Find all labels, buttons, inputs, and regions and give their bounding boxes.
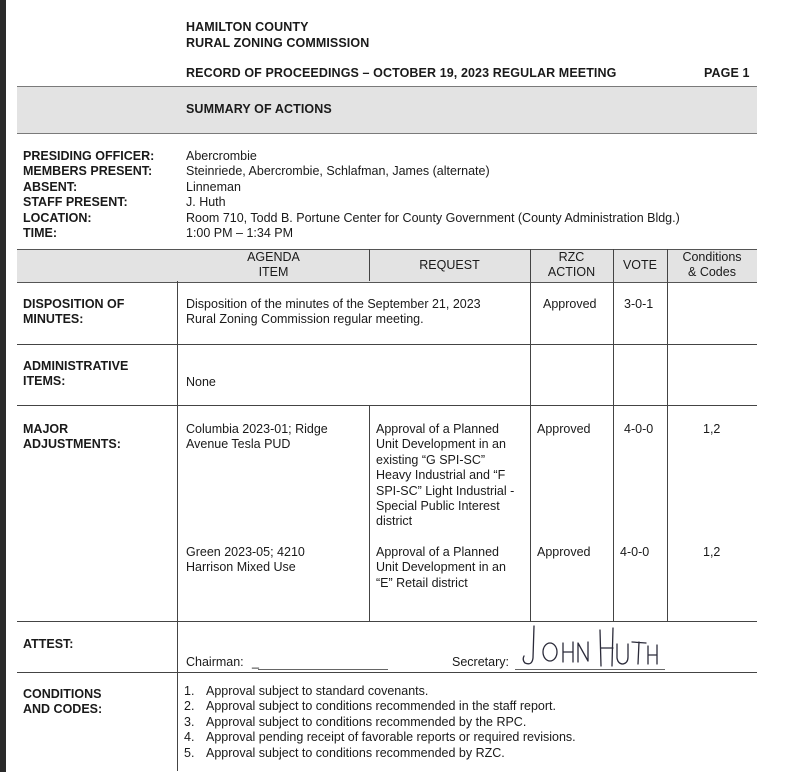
- major-row-1-request-line2: Unit Development in an: [376, 437, 506, 452]
- major-row-1-codes: 1,2: [703, 422, 721, 436]
- disposition-vote: 3-0-1: [624, 297, 654, 311]
- secretary-label: Secretary:: [452, 655, 509, 669]
- major-row-1-action: Approved: [537, 422, 591, 436]
- attest-label: ATTEST:: [23, 637, 74, 651]
- absent-value: Linneman: [186, 179, 241, 194]
- list-item: [184, 699, 576, 714]
- col-divider-label: [177, 281, 178, 771]
- page-number: PAGE 1: [704, 66, 750, 80]
- condition-number: 4.: [184, 730, 195, 745]
- secretary-signature: [520, 622, 670, 670]
- chairman-signature-line: [258, 669, 388, 670]
- col-rzc-header: [530, 250, 613, 280]
- col-divider-request-head: [369, 249, 370, 281]
- major-row-1-item: [186, 422, 328, 453]
- location-label: LOCATION:: [23, 210, 92, 225]
- col-request-header: REQUEST: [419, 258, 480, 272]
- presiding-officer-label: PRESIDING OFFICER:: [23, 149, 155, 163]
- col-divider-vote: [613, 249, 614, 621]
- list-item: [184, 684, 576, 699]
- col-divider-codes: [667, 249, 668, 621]
- major-row-1-request-line6: Special Public Interest: [376, 499, 500, 514]
- col-divider-rzc: [530, 249, 531, 621]
- major-row-2-codes: 1,2: [703, 545, 721, 559]
- major-row-2-request-line3: “E” Retail district: [376, 575, 468, 590]
- major-row-1-item-line2: Avenue Tesla PUD: [186, 437, 291, 452]
- conditions-label-line1: CONDITIONS: [23, 687, 102, 701]
- administrative-label-line1: ADMINISTRATIVE: [23, 359, 129, 373]
- time-value: 1:00 PM – 1:34 PM: [186, 226, 294, 241]
- col-agenda-header: [178, 250, 369, 280]
- col-conditions-header: [667, 250, 757, 280]
- condition-text: Approval subject to conditions recommended by the RPC.: [206, 714, 527, 729]
- condition-text: Approval pending receipt of favorable reports or required revisions.: [206, 730, 576, 745]
- col-conditions-line1: Conditions: [682, 250, 742, 264]
- administrative-label: [23, 359, 128, 390]
- location-value: Room 710, Todd B. Portune Center for County Government (County Administration Bldg.): [186, 210, 680, 225]
- major-label-line1: MAJOR: [23, 422, 69, 436]
- major-label-line2: ADJUSTMENTS:: [23, 437, 121, 452]
- absent-label: ABSENT:: [23, 179, 78, 194]
- col-rzc-line1: RZC: [558, 250, 585, 264]
- col-agenda-line1: AGENDA: [247, 250, 300, 264]
- staff-present-value: J. Huth: [186, 195, 226, 210]
- major-row-1-request-line1: Approval of a Planned: [376, 422, 500, 436]
- conditions-label-line2: AND CODES:: [23, 702, 103, 717]
- disposition-action: Approved: [543, 297, 597, 311]
- disposition-label-line1: DISPOSITION OF: [23, 297, 125, 311]
- time-label: TIME:: [23, 226, 58, 241]
- row-divider-2: [17, 405, 757, 406]
- disposition-item-line1: Disposition of the minutes of the September 21, 2023: [186, 297, 481, 311]
- major-row-2-vote: 4-0-0: [620, 545, 650, 559]
- major-row-2-action: Approved: [537, 545, 591, 559]
- administrative-item: None: [186, 375, 216, 389]
- major-row-1-request-line4: Heavy Industrial and “F: [376, 468, 506, 483]
- major-row-1-request-line5: SPI-SC” Light Industrial -: [376, 483, 515, 498]
- col-vote-header: VOTE: [622, 258, 658, 272]
- major-row-2-request-line2: Unit Development in an: [376, 560, 506, 575]
- disposition-label: [23, 297, 124, 328]
- col-divider-request: [369, 405, 370, 621]
- meeting-info-values: [186, 149, 680, 241]
- major-row-2-request-line1: Approval of a Planned: [376, 545, 500, 559]
- major-row-2-item-line2: Harrison Mixed Use: [186, 560, 296, 575]
- major-row-1-vote: 4-0-0: [624, 422, 654, 436]
- list-item: [184, 715, 576, 730]
- condition-number: 1.: [184, 684, 195, 698]
- condition-text: Approval subject to standard covenants.: [206, 684, 429, 698]
- meeting-info-labels: [23, 149, 154, 241]
- major-row-1-request: [376, 422, 514, 530]
- chairman-blank: _: [252, 655, 259, 669]
- members-present-label: MEMBERS PRESENT:: [23, 164, 153, 179]
- condition-number: 2.: [184, 699, 195, 714]
- summary-band: [17, 86, 757, 134]
- scan-edge: [0, 0, 6, 772]
- chairman-label: Chairman:: [186, 655, 244, 669]
- major-row-1-request-line3: existing “G SPI-SC”: [376, 452, 486, 467]
- record-title: RECORD OF PROCEEDINGS – OCTOBER 19, 2023 REGULAR MEETING: [186, 66, 617, 80]
- condition-number: 3.: [184, 714, 195, 729]
- major-row-2-item: [186, 545, 305, 576]
- major-row-2-request: [376, 545, 506, 591]
- condition-text: Approval subject to conditions recommended by RZC.: [206, 745, 505, 760]
- condition-text: Approval subject to conditions recommended in the staff report.: [206, 699, 556, 714]
- conditions-label: [23, 687, 102, 718]
- disposition-label-line2: MINUTES:: [23, 312, 84, 327]
- row-divider-4: [17, 672, 757, 673]
- major-row-1-item-line1: Columbia 2023-01; Ridge: [186, 422, 328, 436]
- conditions-list: [184, 684, 576, 761]
- list-item: [184, 746, 576, 761]
- disposition-item: [186, 297, 481, 328]
- disposition-item-line2: Rural Zoning Commission regular meeting.: [186, 312, 424, 327]
- major-row-1-request-line7: district: [376, 514, 413, 529]
- staff-present-label: STAFF PRESENT:: [23, 195, 128, 210]
- row-divider-1: [17, 344, 757, 345]
- commission-name: RURAL ZONING COMMISSION: [186, 36, 370, 50]
- administrative-label-line2: ITEMS:: [23, 374, 66, 389]
- presiding-officer-value: Abercrombie: [186, 149, 257, 163]
- col-rzc-line2: ACTION: [547, 265, 596, 279]
- summary-title: SUMMARY OF ACTIONS: [186, 102, 332, 116]
- list-item: [184, 730, 576, 745]
- col-agenda-line2: ITEM: [258, 265, 289, 279]
- major-adjustments-label: [23, 422, 121, 453]
- col-conditions-line2: & Codes: [688, 265, 736, 279]
- members-present-value: Steinriede, Abercrombie, Schlafman, James (alternate): [186, 164, 490, 179]
- major-row-2-item-line1: Green 2023-05; 4210: [186, 545, 305, 559]
- condition-number: 5.: [184, 745, 195, 760]
- county-name: HAMILTON COUNTY: [186, 20, 309, 34]
